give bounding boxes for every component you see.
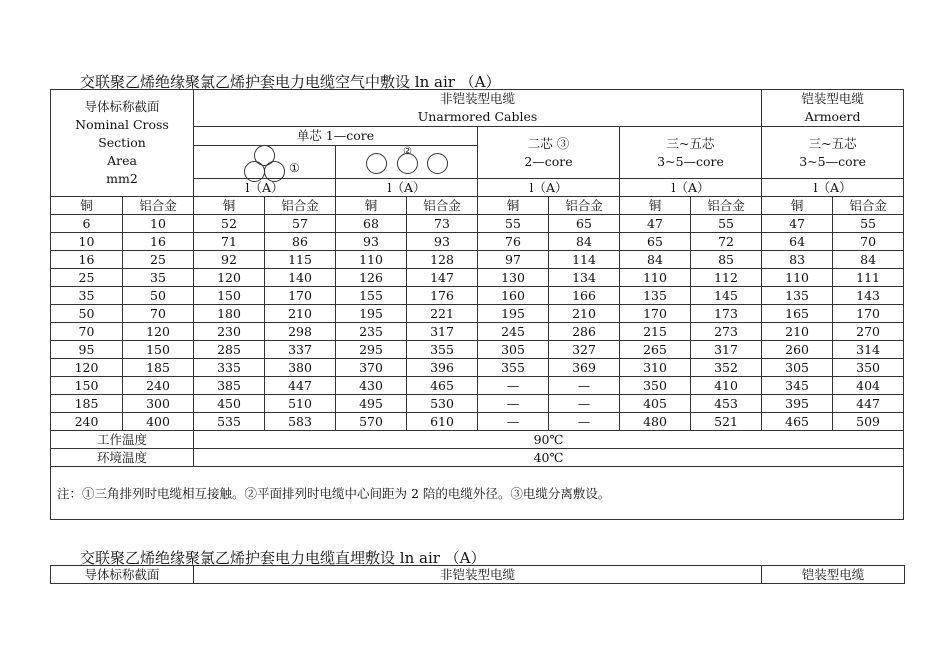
cell-copper: 335 xyxy=(194,359,265,377)
cell-copper: 450 xyxy=(194,395,265,413)
cell-alloy: 240 xyxy=(123,377,194,395)
cell-alloy: 369 xyxy=(549,359,620,377)
env-temp-value: 40℃ xyxy=(194,449,904,467)
cell-copper: 50 xyxy=(51,305,123,323)
cell-alloy: 447 xyxy=(265,377,336,395)
work-temp-value: 90℃ xyxy=(194,431,904,449)
armored-three-five-cn: 三~五芯 xyxy=(808,135,857,151)
cross-section-header xyxy=(51,90,194,197)
cell-copper: 295 xyxy=(336,341,407,359)
cell-alloy: — xyxy=(549,377,620,395)
cell-alloy: 134 xyxy=(549,269,620,287)
cell-copper: 135 xyxy=(762,287,833,305)
cell-alloy: 35 xyxy=(123,269,194,287)
cell-alloy: 70 xyxy=(833,233,904,251)
cell-copper: 235 xyxy=(336,323,407,341)
cell-copper: 150 xyxy=(194,287,265,305)
table-row xyxy=(51,287,904,305)
table-row xyxy=(51,215,904,233)
cell-alloy: 352 xyxy=(691,359,762,377)
cell-alloy: 150 xyxy=(123,341,194,359)
cell-alloy: 314 xyxy=(833,341,904,359)
cell-alloy: 25 xyxy=(123,251,194,269)
cell-copper: 395 xyxy=(762,395,833,413)
three-five-core-cn: 三~五芯 xyxy=(666,135,715,151)
cell-copper: 165 xyxy=(762,305,833,323)
ampacity-table-buried xyxy=(50,565,905,584)
cell-copper: 385 xyxy=(194,377,265,395)
cell-copper: 240 xyxy=(51,413,123,431)
cable-circle-icon xyxy=(244,161,265,182)
table-row xyxy=(51,323,904,341)
cell-copper: 130 xyxy=(478,269,549,287)
cell-copper: 215 xyxy=(620,323,691,341)
cell-alloy: 337 xyxy=(265,341,336,359)
cell-alloy: 176 xyxy=(407,287,478,305)
cell-copper: 430 xyxy=(336,377,407,395)
cell-alloy: 166 xyxy=(549,287,620,305)
cell-copper: — xyxy=(478,413,549,431)
cell-alloy: 410 xyxy=(691,377,762,395)
armored-en: Armoerd xyxy=(804,109,861,124)
cell-copper: 6 xyxy=(51,215,123,233)
cell-copper: 345 xyxy=(762,377,833,395)
cell-alloy: 380 xyxy=(265,359,336,377)
cell-alloy: 112 xyxy=(691,269,762,287)
cell-copper: 155 xyxy=(336,287,407,305)
work-temp-label: 工作温度 xyxy=(51,431,194,449)
material-copper: 铜 xyxy=(194,197,265,215)
cell-copper: 35 xyxy=(51,287,123,305)
cell-copper: 110 xyxy=(336,251,407,269)
current-unit-label: l（A） xyxy=(762,179,904,197)
cell-copper: 47 xyxy=(620,215,691,233)
armored-header: 铠装型电缆 xyxy=(762,566,905,584)
cell-alloy: 510 xyxy=(265,395,336,413)
cell-alloy: 86 xyxy=(265,233,336,251)
cell-copper: 405 xyxy=(620,395,691,413)
cell-alloy: 404 xyxy=(833,377,904,395)
cell-copper: 95 xyxy=(51,341,123,359)
cell-copper: 310 xyxy=(620,359,691,377)
cell-copper: 120 xyxy=(194,269,265,287)
cell-copper: 84 xyxy=(620,251,691,269)
cell-alloy: 447 xyxy=(833,395,904,413)
cell-copper: 570 xyxy=(336,413,407,431)
cell-copper: 120 xyxy=(51,359,123,377)
unarmored-cn: 非铠装型电缆 xyxy=(440,91,516,106)
cell-alloy: 210 xyxy=(549,305,620,323)
cell-copper: — xyxy=(478,395,549,413)
cell-alloy: 350 xyxy=(833,359,904,377)
table1-title: 交联聚乙烯绝缘聚氯乙烯护套电力电缆空气中敷设 ln air （A） xyxy=(80,73,501,91)
cell-alloy: 10 xyxy=(123,215,194,233)
cell-alloy: 521 xyxy=(691,413,762,431)
note-mark-2: ② xyxy=(403,146,412,157)
cell-copper: 126 xyxy=(336,269,407,287)
cell-copper: 210 xyxy=(762,323,833,341)
cell-copper: 180 xyxy=(194,305,265,323)
cable-circle-icon xyxy=(264,161,285,182)
cell-copper: 370 xyxy=(336,359,407,377)
armored-three-five-en: 3~5—core xyxy=(799,153,866,169)
cell-alloy: 93 xyxy=(407,233,478,251)
cell-alloy: 84 xyxy=(833,251,904,269)
cell-copper: 260 xyxy=(762,341,833,359)
cell-copper: 55 xyxy=(478,215,549,233)
cell-copper: 97 xyxy=(478,251,549,269)
cell-copper: 285 xyxy=(194,341,265,359)
cell-copper: 65 xyxy=(620,233,691,251)
cell-copper: 195 xyxy=(478,305,549,323)
cell-alloy: 128 xyxy=(407,251,478,269)
material-alloy: 铝合金 xyxy=(265,197,336,215)
table-row xyxy=(51,233,904,251)
cell-copper: 76 xyxy=(478,233,549,251)
cell-alloy: 355 xyxy=(407,341,478,359)
cell-copper: 135 xyxy=(620,287,691,305)
cell-alloy: 465 xyxy=(407,377,478,395)
three-five-core-en: 3~5—core xyxy=(657,153,724,169)
note-mark-1: ① xyxy=(289,161,300,175)
flat-arrangement-diagram xyxy=(336,146,478,179)
armored-header xyxy=(762,90,904,127)
table-row xyxy=(51,413,904,431)
cell-copper: 350 xyxy=(620,377,691,395)
cell-alloy: 145 xyxy=(691,287,762,305)
cell-copper: 245 xyxy=(478,323,549,341)
cell-copper: 68 xyxy=(336,215,407,233)
cell-copper: 480 xyxy=(620,413,691,431)
cell-alloy: 221 xyxy=(407,305,478,323)
cell-alloy: 327 xyxy=(549,341,620,359)
table2-title: 交联聚乙烯绝缘聚氯乙烯护套电力电缆直埋敷设 ln air （A） xyxy=(80,549,486,567)
trefoil-arrangement-diagram xyxy=(194,146,336,179)
cell-copper: 465 xyxy=(762,413,833,431)
table-row xyxy=(51,269,904,287)
armored-three-five-header xyxy=(762,127,904,179)
cell-alloy: 65 xyxy=(549,215,620,233)
current-unit-label: l（A） xyxy=(620,179,762,197)
cross-section-en2: Area xyxy=(107,153,137,168)
material-alloy: 铝合金 xyxy=(123,197,194,215)
material-copper: 铜 xyxy=(478,197,549,215)
cell-alloy: — xyxy=(549,413,620,431)
cell-copper: 185 xyxy=(51,395,123,413)
material-alloy: 铝合金 xyxy=(833,197,904,215)
three-five-core-header xyxy=(620,127,762,179)
cell-copper: — xyxy=(478,377,549,395)
cable-circle-icon xyxy=(366,153,387,174)
cell-copper: 64 xyxy=(762,233,833,251)
cell-alloy: 143 xyxy=(833,287,904,305)
cell-copper: 265 xyxy=(620,341,691,359)
cell-alloy: 16 xyxy=(123,233,194,251)
cell-copper: 16 xyxy=(51,251,123,269)
cell-alloy: 170 xyxy=(833,305,904,323)
cell-copper: 495 xyxy=(336,395,407,413)
unarmored-header xyxy=(194,90,762,127)
table-row xyxy=(51,305,904,323)
cell-alloy: 317 xyxy=(691,341,762,359)
two-core-header xyxy=(478,127,620,179)
material-alloy: 铝合金 xyxy=(407,197,478,215)
two-core-cn: 二芯 ③ xyxy=(527,135,570,151)
cross-section-header: 导体标称截面 xyxy=(51,566,194,584)
table-note: 注：①三角排列时电缆相互接触。②平面排列时电缆中心间距为 2 陪的电缆外径。③电缆分离敷设。 xyxy=(51,467,904,520)
material-copper: 铜 xyxy=(762,197,833,215)
cell-alloy: 55 xyxy=(691,215,762,233)
unarmored-en: Unarmored Cables xyxy=(417,109,538,124)
material-copper: 铜 xyxy=(620,197,691,215)
table-row xyxy=(51,377,904,395)
material-alloy: 铝合金 xyxy=(549,197,620,215)
cell-alloy: 147 xyxy=(407,269,478,287)
cell-alloy: 270 xyxy=(833,323,904,341)
cell-copper: 160 xyxy=(478,287,549,305)
cell-copper: 92 xyxy=(194,251,265,269)
cell-alloy: 57 xyxy=(265,215,336,233)
cross-section-cn: 导体标称截面 xyxy=(84,99,160,114)
cell-copper: 150 xyxy=(51,377,123,395)
cable-circle-icon xyxy=(427,153,448,174)
cell-alloy: 400 xyxy=(123,413,194,431)
table-row xyxy=(51,251,904,269)
cell-copper: 195 xyxy=(336,305,407,323)
cell-copper: 25 xyxy=(51,269,123,287)
current-unit-label: l（A） xyxy=(194,179,336,197)
cell-alloy: 114 xyxy=(549,251,620,269)
material-copper: 铜 xyxy=(51,197,123,215)
current-unit-label: l（A） xyxy=(478,179,620,197)
cell-alloy: 70 xyxy=(123,305,194,323)
cell-alloy: 530 xyxy=(407,395,478,413)
cell-copper: 93 xyxy=(336,233,407,251)
cell-alloy: 85 xyxy=(691,251,762,269)
cell-copper: 71 xyxy=(194,233,265,251)
cell-copper: 47 xyxy=(762,215,833,233)
cell-alloy: 111 xyxy=(833,269,904,287)
material-copper: 铜 xyxy=(336,197,407,215)
two-core-en: 2—core xyxy=(524,153,573,169)
cell-alloy: 120 xyxy=(123,323,194,341)
single-core-header: 单芯 1—core xyxy=(194,127,478,146)
cell-copper: 52 xyxy=(194,215,265,233)
cell-alloy: — xyxy=(549,395,620,413)
cell-alloy: 286 xyxy=(549,323,620,341)
cross-section-en1: Nominal Cross Section xyxy=(75,117,169,150)
cell-copper: 305 xyxy=(478,341,549,359)
ampacity-table-in-air xyxy=(50,89,904,520)
cell-copper: 305 xyxy=(762,359,833,377)
cell-alloy: 396 xyxy=(407,359,478,377)
env-temp-label: 环境温度 xyxy=(51,449,194,467)
cell-alloy: 84 xyxy=(549,233,620,251)
cell-copper: 10 xyxy=(51,233,123,251)
cell-alloy: 210 xyxy=(265,305,336,323)
table-row xyxy=(51,395,904,413)
cell-alloy: 185 xyxy=(123,359,194,377)
cell-alloy: 72 xyxy=(691,233,762,251)
cell-copper: 355 xyxy=(478,359,549,377)
cell-alloy: 55 xyxy=(833,215,904,233)
cell-alloy: 170 xyxy=(265,287,336,305)
cell-copper: 230 xyxy=(194,323,265,341)
cell-alloy: 273 xyxy=(691,323,762,341)
table-row xyxy=(51,341,904,359)
cell-alloy: 73 xyxy=(407,215,478,233)
cross-section-unit: mm2 xyxy=(106,171,138,186)
material-alloy: 铝合金 xyxy=(691,197,762,215)
cell-alloy: 115 xyxy=(265,251,336,269)
cell-alloy: 583 xyxy=(265,413,336,431)
cell-alloy: 509 xyxy=(833,413,904,431)
cell-alloy: 298 xyxy=(265,323,336,341)
unarmored-header: 非铠装型电缆 xyxy=(194,566,762,584)
cell-alloy: 173 xyxy=(691,305,762,323)
cell-copper: 110 xyxy=(620,269,691,287)
cell-alloy: 317 xyxy=(407,323,478,341)
cell-alloy: 300 xyxy=(123,395,194,413)
cell-copper: 83 xyxy=(762,251,833,269)
table-row xyxy=(51,359,904,377)
cell-alloy: 140 xyxy=(265,269,336,287)
cell-copper: 70 xyxy=(51,323,123,341)
cell-copper: 170 xyxy=(620,305,691,323)
cell-copper: 535 xyxy=(194,413,265,431)
armored-cn: 铠装型电缆 xyxy=(801,91,864,106)
cell-copper: 110 xyxy=(762,269,833,287)
cell-alloy: 50 xyxy=(123,287,194,305)
cell-alloy: 453 xyxy=(691,395,762,413)
cell-alloy: 610 xyxy=(407,413,478,431)
current-unit-label: l（A） xyxy=(336,179,478,197)
